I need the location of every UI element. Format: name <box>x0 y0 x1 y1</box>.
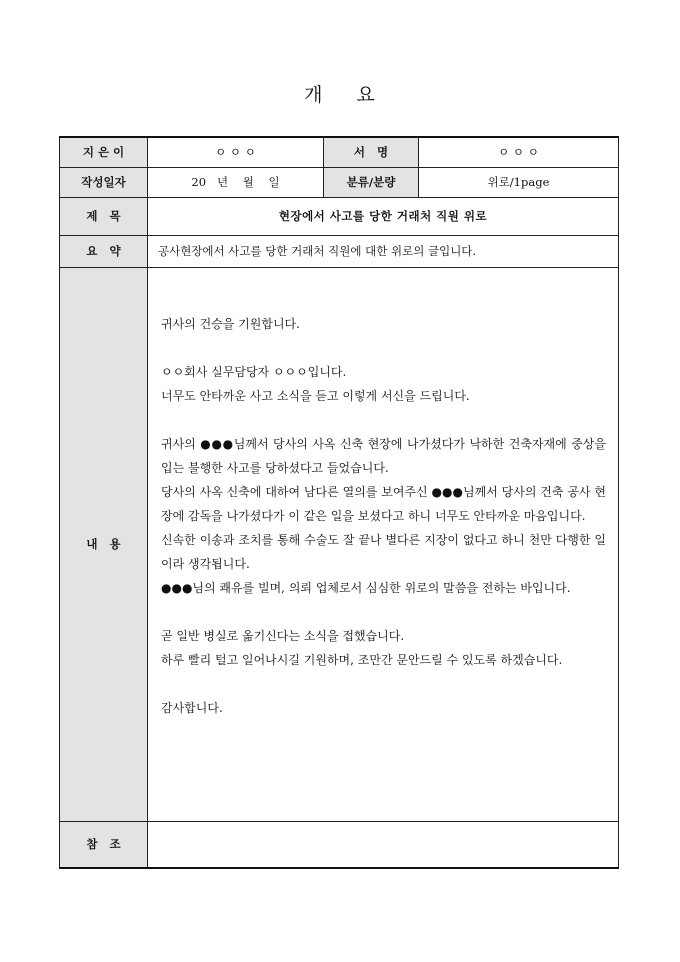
subject-row <box>60 197 619 235</box>
content-paragraph: 감사합니다. <box>161 700 223 715</box>
signature-value: ㅇ ㅇ ㅇ <box>419 137 619 167</box>
content-paragraph: 귀사의 ●●●님께서 당사의 사옥 신축 현장에 나가셨다가 낙하한 건축자재에 중상을 입는 불행한 사고를 당하셨다고 들었습니다. <box>161 436 610 475</box>
content-label: 내 용 <box>60 267 148 821</box>
subject-value: 현장에서 사고를 당한 거래처 직원 위로 <box>148 197 619 235</box>
reference-row <box>60 821 619 868</box>
date-value: 20 년 월 일 <box>148 167 324 197</box>
reference-value <box>148 821 619 868</box>
summary-value: 공사현장에서 사고를 당한 거래처 직원에 대한 위로의 글입니다. <box>148 235 619 267</box>
summary-row <box>60 235 619 267</box>
document-title: 개 요 <box>304 84 376 106</box>
date-row <box>60 167 619 197</box>
content-paragraph: 곧 일반 병실로 옮기신다는 소식을 접했습니다. <box>161 628 405 643</box>
reference-label: 참 조 <box>60 821 148 868</box>
content-paragraph: ●●●님의 쾌유를 빌며, 의뢰 업체로서 심심한 위로의 말씀을 전하는 바입니다. <box>161 580 571 595</box>
category-label: 분류/분량 <box>324 167 419 197</box>
category-value: 위로/1page <box>419 167 619 197</box>
summary-label: 요 약 <box>60 235 148 267</box>
summary-form-table <box>59 136 619 869</box>
author-label: 지 은 이 <box>60 137 148 167</box>
signature-label: 서 명 <box>324 137 419 167</box>
content-body <box>148 267 619 821</box>
content-paragraph: 신속한 이송과 조치를 통해 수술도 잘 끝나 별다른 지장이 없다고 하니 천만 다행한 일이라 생각됩니다. <box>161 532 606 571</box>
content-paragraph: 귀사의 건승을 기원합니다. <box>161 316 300 331</box>
author-value: ㅇ ㅇ ㅇ <box>148 137 324 167</box>
content-paragraph: 너무도 안타까운 사고 소식을 듣고 이렇게 서신을 드립니다. <box>161 388 470 403</box>
content-paragraph: 하루 빨리 털고 일어나시길 기원하며, 조만간 문안드릴 수 있도록 하겠습니다. <box>161 652 563 667</box>
content-row <box>60 267 619 821</box>
content-paragraph: 당사의 사옥 신축에 대하여 남다른 열의를 보여주신 ●●●님께서 당사의 건축 공사 현장에 감독을 나가셨다가 이 같은 일을 보셨다고 하니 너무도 안타까운 마음입니다. <box>161 484 606 523</box>
subject-label: 제 목 <box>60 197 148 235</box>
author-row <box>60 137 619 167</box>
content-paragraph: ㅇㅇ회사 실무담당자 ㅇㅇㅇ입니다. <box>161 364 347 379</box>
date-label: 작성일자 <box>60 167 148 197</box>
